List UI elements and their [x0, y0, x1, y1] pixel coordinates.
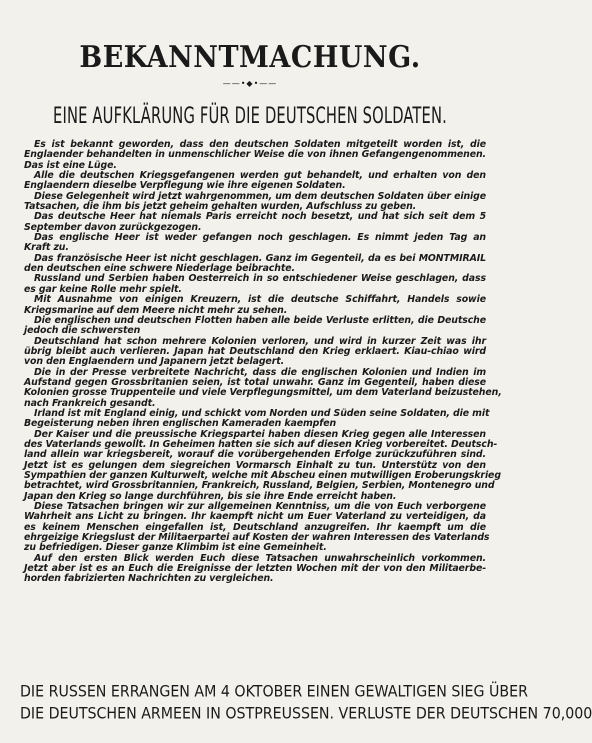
body-line: es gar keine Rolle mehr spielt.: [24, 283, 182, 295]
body-line: übrig bleibt auch verlieren. Japan hat Deutschland den Krieg erklaert. Kiau-chiao wird: [24, 345, 486, 357]
body-line: September davon zurückgezogen.: [24, 221, 202, 233]
body-line: Die in der Presse verbreitete Nachricht, dass die englischen Kolonien und Indien im: [34, 366, 486, 378]
body-line: Die englischen und deutschen Flotten haben alle beide Verluste erlitten, die Deutsche: [34, 314, 486, 326]
body-line: jedoch die schwersten: [24, 325, 141, 337]
body-line: Wahrheit ans Licht zu bringen. Ihr kaempft nicht um Euer Vaterland zu verteidigen, da: [24, 511, 486, 523]
body-line: Englaender behandelten in unmenschlicher Weise die von ihnen Gefangengenommenen.: [24, 149, 486, 161]
footer-announcement: [20, 680, 592, 724]
body-line: Aufstand gegen Grossbritanien seien, ist total unwahr. Ganz im Gegenteil, haben diese: [24, 376, 486, 388]
body-line: von den Englaendern und Japanern jetzt belagert.: [24, 356, 285, 368]
body-line: Kriegsmarine auf dem Meere nicht mehr zu sehen.: [24, 304, 288, 316]
body-line: Deutschland hat schon mehrere Kolonien verloren, und wird in kurzer Zeit was ihr: [34, 335, 486, 347]
body-line: Irland ist mit England einig, und schickt vom Norden und Süden seine Soldaten, die mit: [34, 407, 490, 419]
title-ornament: ——•◆•——: [222, 79, 278, 88]
body-line: Das englische Heer ist weder gefangen noch geschlagen. Es nimmt jeden Tag an: [34, 232, 486, 244]
body-line: Sympathien der ganzen Kulturwelt, welche mit Abscheu einen mutwilligen Eroberungskrieg: [24, 470, 501, 481]
body-line: Der Kaiser und die preussische Kriegspartei haben diesen Krieg gegen alle Interessen: [34, 428, 486, 440]
body-line: ehrgeizige Kriegslust der Militaerpartei auf Kosten der wahren Interessen des Vaterlands: [24, 532, 490, 544]
body-line: nach Frankreich gesandt.: [24, 397, 156, 409]
body-line: des Vaterlands gewollt. In Geheimen hatten sie sich auf diesen Krieg vorbereitet. Deutsch-: [24, 438, 498, 450]
footer-line: DIE RUSSEN ERRANGEN AM 4 OKTOBER EINEN GEWALTIGEN SIEG ÜBER: [20, 683, 528, 701]
body-line: Begeisterung neben ihren englischen Kameraden kaempfen: [24, 418, 337, 430]
body-line: betrachtet, wird Grossbritannien, Frankreich, Russland, Belgien, Serbien, Montenegro und: [24, 480, 495, 492]
document-subtitle: EINE AUFKLÄRUNG FÜR DIE DEUTSCHEN SOLDATEN.: [52, 103, 448, 129]
body-line: den deutschen eine schwere Niederlage beibrachte.: [24, 263, 295, 275]
document-title: BEKANNTMACHUNG.: [79, 40, 421, 75]
body-line: Das deutsche Heer hat niemals Paris erreicht noch besetzt, und hat sich seit dem 5: [34, 211, 486, 223]
body-line: Jetzt ist es gelungen dem siegreichen Vormarsch Einhalt zu tun. Unterstütz von den: [24, 459, 486, 471]
body-line: Diese Tatsachen bringen wir zur allgemeinen Kenntniss, um die von Euch verborgene: [34, 501, 486, 513]
body-text: [24, 139, 502, 585]
body-line: Alle die deutschen Kriegsgefangenen werden gut behandelt, und erhalten von den: [34, 170, 486, 182]
body-line: Kraft zu.: [24, 242, 69, 254]
body-line: Auf den ersten Blick werden Euch diese Tatsachen unwahrscheinlich vorkommen.: [34, 552, 486, 564]
footer-line: DIE DEUTSCHEN ARMEEN IN OSTPREUSSEN. VERLUSTE DER DEUTSCHEN 70,000: [20, 705, 592, 723]
body-line: Das ist eine Lüge.: [24, 159, 117, 171]
body-line: Mit Ausnahme von einigen Kreuzern, ist die deutsche Schiffahrt, Handels sowie: [34, 294, 486, 306]
body-line: Diese Gelegenheit wird jetzt wahrgenommen, um dem deutschen Soldaten über einige: [34, 190, 487, 202]
body-line: land allein war kriegsbereit, worauf die vorübergehenden Erfolge zurückzuführen sind.: [24, 449, 486, 461]
body-line: Das französische Heer ist nicht geschlagen. Ganz im Gegenteil, da es bei MONTMIRAIL: [34, 252, 486, 264]
body-line: es keinem Menschen eingefallen ist, Deutschland anzugreifen. Ihr kaempft um die: [24, 521, 486, 533]
body-line: Tatsachen, die ihm bis jetzt geheim gehalten wurden, Aufschluss zu geben.: [24, 201, 417, 213]
body-line: Es ist bekannt geworden, dass den deutschen Soldaten mitgeteilt worden ist, die: [34, 139, 486, 150]
body-line: horden fabrizierten Nachrichten zu vergleichen.: [24, 573, 274, 585]
body-line: Russland und Serbien haben Oesterreich in so entschiedener Weise geschlagen, dass: [34, 273, 486, 285]
body-line: zu befriedigen. Dieser ganze Klimbim ist eine Gemeinheit.: [24, 542, 327, 554]
body-line: Jetzt aber ist es an Euch die Ereignisse der letzten Wochen mit der von den Militaerbe-: [24, 563, 486, 575]
body-line: Japan den Krieg so lange durchführen, bis sie ihre Ende erreicht haben.: [24, 490, 397, 502]
body-line: Englaendern dieselbe Verpflegung wie ihre eigenen Soldaten.: [24, 180, 346, 192]
body-line: Kolonien grosse Truppenteile und viele Verpflegungsmittel, um dem Vaterland beizustehen,: [24, 387, 502, 399]
